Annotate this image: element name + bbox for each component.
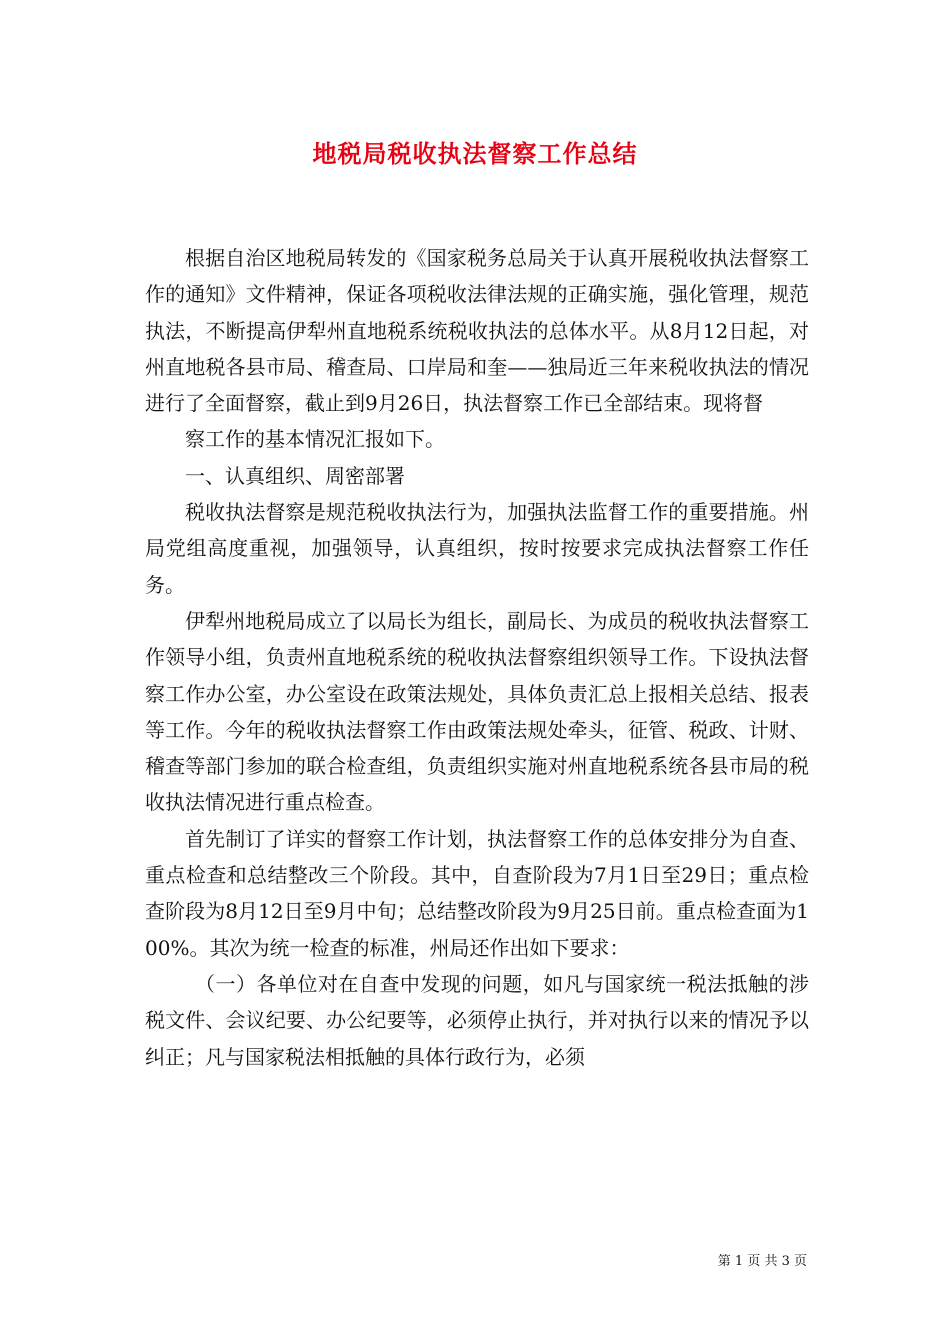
paragraph-organization: 伊犁州地税局成立了以局长为组长，副局长、为成员的税收执法督察工作领导小组，负责州直地税系统的税收执法督察组织领导工作。下设执法督察工作办公室，办公室设在政策法规处，具体负责汇总上报相关总结、报表等工作。今年的税收执法督察工作由政策法规处牵头，征管、税政、计财、稽查等部门参加的联合检查组，负责组织实施对州直地税系统各县市局的税收执法情况进行重点检查。 bbox=[145, 608, 809, 815]
paragraph-intro-continued: 察工作的基本情况汇报如下。 bbox=[185, 427, 445, 452]
document-title: 地税局税收执法督察工作总结 bbox=[312, 139, 638, 168]
paragraph-plan: 首先制订了详实的督察工作计划，执法督察工作的总体安排分为自查、重点检查和总结整改三个阶段。其中，自查阶段为7月1日至29日；重点检查阶段为8月12日至9月中旬；总结整改阶段为9月25日前。重点检查面为100%。其次为统一检查的标准，州局还作出如下要求： bbox=[145, 826, 809, 960]
paragraph-intro: 根据自治区地税局转发的《国家税务总局关于认真开展税收执法督察工作的通知》文件精神，保证各项税收法律法规的正确实施，强化管理，规范执法，不断提高伊犁州直地税系统税收执法的总体水平。从8月12日起，对州直地税各县市局、稽查局、口岸局和奎——独局近三年来税收执法的情况进行了全面督察，截止到9月26日，执法督察工作已全部结束。现将督 bbox=[145, 246, 809, 416]
page-number: 第 1 页 共 3 页 bbox=[717, 1254, 807, 1269]
paragraph-requirement-1: （一）各单位对在自查中发现的问题，如凡与国家统一税法抵触的涉税文件、会议纪要、办公纪要等，必须停止执行，并对执行以来的情况予以纠正；凡与国家税法相抵触的具体行政行为，必须 bbox=[145, 971, 809, 1069]
document-body bbox=[145, 240, 809, 1075]
section-heading-1: 一、认真组织、周密部署 bbox=[185, 463, 405, 488]
paragraph-importance: 税收执法督察是规范税收执法行为，加强执法监督工作的重要措施。州局党组高度重视，加强领导，认真组织，按时按要求完成执法督察工作任务。 bbox=[145, 500, 809, 597]
